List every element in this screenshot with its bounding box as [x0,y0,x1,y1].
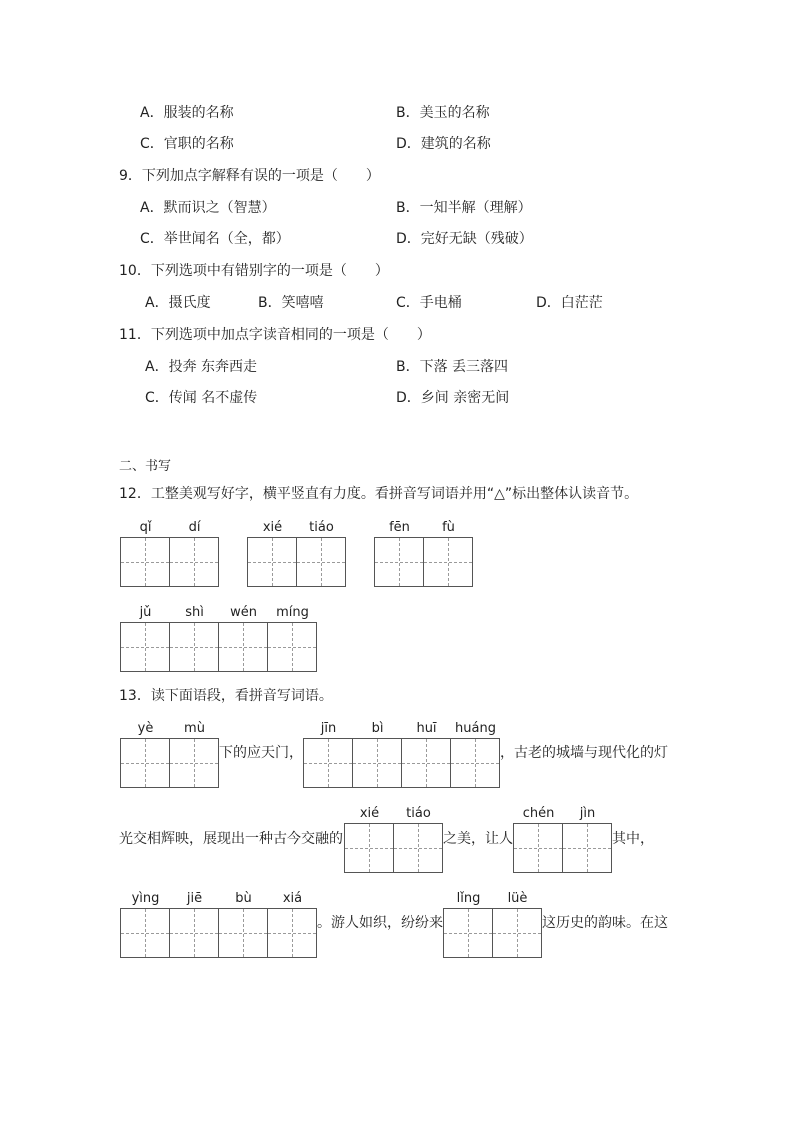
pinyin: jiē [186,891,203,906]
q13-stem: 13．读下面语段，看拼音写词语。 [119,688,333,704]
passage-text: 光交相辉映，展现出一种古今交融的 [119,831,343,847]
q10-option-c: C．手电桶 [396,295,462,311]
q8-option-a: A．服装的名称 [140,105,234,121]
q9-option-d: D．完好无缺（残破） [396,231,533,247]
pinyin: bù [235,891,252,906]
q8-option-d: D．建筑的名称 [396,136,491,152]
pinyin: míng [276,605,309,620]
q10-option-b: B．笑嘻嘻 [258,295,324,311]
pinyin: fù [442,520,455,535]
passage-text: 这历史的韵味。在这 [542,915,668,931]
q10-stem: 10．下列选项中有错别字的一项是（ ） [119,263,389,279]
q9-stem: 9．下列加点字解释有误的一项是（ ） [119,168,380,184]
passage-text: 。游人如织，纷纷来 [317,915,443,931]
writing-grid-q12-2[interactable] [247,537,346,587]
pinyin: jīn [320,721,337,736]
pinyin: qǐ [139,520,152,535]
pinyin: tiáo [309,520,334,535]
pinyin: xiá [282,891,303,906]
pinyin: wén [230,605,257,620]
pinyin: yìng [131,891,160,906]
writing-grid-q13-yingjiebuxia[interactable] [120,908,317,958]
passage-text: 下的应天门， [219,745,303,761]
q11-option-b: B．下落 丢三落四 [396,359,509,375]
pinyin: tiáo [406,806,431,821]
pinyin: mù [184,721,205,736]
section-title: 二、书写 [119,459,172,474]
pinyin: lüè [507,891,528,906]
q11-stem: 11．下列选项中加点字读音相同的一项是（ ） [119,327,431,343]
q9-option-a: A．默而识之（智慧） [140,200,276,216]
q11-option-a: A．投奔 东奔西走 [145,359,258,375]
passage-text: 之美，让人 [443,831,513,847]
q8-option-b: B．美玉的名称 [396,105,490,121]
q11-option-d: D．乡间 亲密无间 [396,390,510,406]
pinyin: huáng [455,721,496,736]
writing-grid-q13-linglue[interactable] [443,908,542,958]
pinyin: bì [371,721,384,736]
writing-grid-q13-xietiao[interactable] [344,823,443,873]
writing-grid-q13-yemu[interactable] [120,738,219,788]
writing-grid-q13-chenjin[interactable] [513,823,612,873]
pinyin: huī [416,721,437,736]
pinyin: chén [522,806,555,821]
pinyin: yè [137,721,154,736]
pinyin: shì [185,605,204,620]
q10-option-d: D．白茫茫 [536,295,603,311]
q11-option-c: C．传闻 名不虚传 [145,390,258,406]
writing-grid-q12-4[interactable] [120,622,317,672]
writing-grid-q13-jinbihuihuang[interactable] [303,738,500,788]
q9-option-b: B．一知半解（理解） [396,200,532,216]
q12-stem: 12．工整美观写好字，横平竖直有力度。看拼音写词语并用“△”标出整体认读音节。 [119,486,639,502]
passage-text: ，古老的城墙与现代化的灯 [500,745,668,761]
pinyin: fēn [389,520,410,535]
pinyin: lǐng [456,891,481,906]
passage-text: 其中， [612,831,654,847]
q9-option-c: C．举世闻名（全，都） [140,231,290,247]
q8-option-c: C．官职的名称 [140,136,234,152]
pinyin: xié [359,806,380,821]
pinyin: jìn [579,806,596,821]
pinyin: dí [188,520,201,535]
q10-option-a: A．摄氏度 [145,295,211,311]
writing-grid-q12-1[interactable] [120,537,219,587]
writing-grid-q12-3[interactable] [374,537,473,587]
pinyin: jǔ [139,605,152,620]
pinyin: xié [262,520,283,535]
